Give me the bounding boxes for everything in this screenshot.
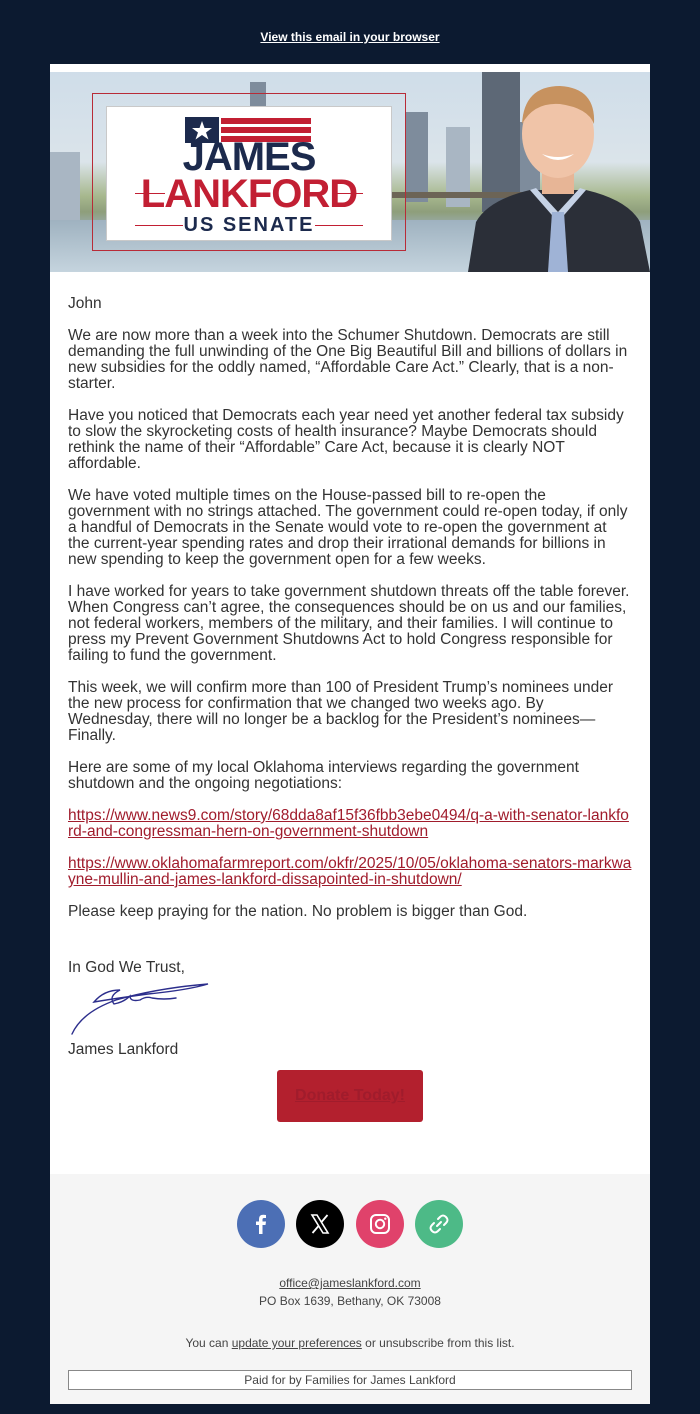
logo-james: JAMES bbox=[182, 135, 316, 179]
logo-lankford: LANKFORD bbox=[140, 172, 358, 216]
link-paragraph bbox=[68, 856, 632, 888]
signer-name: James Lankford bbox=[68, 1041, 179, 1058]
social-links bbox=[50, 1200, 650, 1248]
x-icon bbox=[308, 1212, 332, 1236]
body-paragraph: We have voted multiple times on the House-passed bill to re-open the government with no strings attached. The government could re-open today, if only a handful of Democrats in the Senate would vote to re-open the government at the current-year spending rates and drop their irrational demands for billions in new spending to keep the government open for a few weeks. bbox=[68, 487, 628, 568]
link-icon bbox=[427, 1212, 451, 1236]
instagram-link[interactable] bbox=[356, 1200, 404, 1248]
website-link[interactable] bbox=[415, 1200, 463, 1248]
view-in-browser-link[interactable]: View this email in your browser bbox=[260, 30, 440, 44]
greeting: John bbox=[68, 295, 102, 312]
news9-interview-link[interactable]: https://www.news9.com/story/68dda8af15f36fbb3ebe0494/q-a-with-senator-lankford-and-congressman-hern-on-government-shutdown bbox=[68, 807, 629, 840]
logo-us-senate: US SENATE bbox=[183, 214, 315, 236]
facebook-icon bbox=[249, 1212, 273, 1236]
header-banner bbox=[50, 72, 650, 272]
donate-wrap bbox=[68, 1070, 632, 1122]
email-body bbox=[50, 272, 650, 1122]
top-strip bbox=[50, 64, 650, 72]
update-preferences-link[interactable]: update your preferences bbox=[231, 1336, 362, 1350]
link-paragraph bbox=[68, 808, 632, 840]
office-email-link[interactable]: office@jameslankford.com bbox=[279, 1276, 421, 1290]
facebook-link[interactable] bbox=[237, 1200, 285, 1248]
signature-icon bbox=[68, 978, 218, 1038]
mailing-address: PO Box 1639, Bethany, OK 73008 bbox=[259, 1294, 441, 1308]
email-footer bbox=[50, 1174, 650, 1404]
donate-button[interactable]: Donate Today! bbox=[277, 1070, 423, 1122]
instagram-icon bbox=[368, 1212, 392, 1236]
senator-portrait bbox=[468, 72, 650, 272]
sign-off: In God We Trust, bbox=[68, 959, 185, 976]
body-paragraph: This week, we will confirm more than 100 of President Trump’s nominees under the new process for confirmation that we changed two weeks ago. By Wednesday, there will no longer be a backlog for the President’s nominees—Finally. bbox=[68, 679, 614, 744]
body-paragraph: We are now more than a week into the Schumer Shutdown. Democrats are still demanding the full unwinding of the One Big Beautiful Bill and billions of dollars in new subsidies for the oddly named, “Affordable Care Act.” Clearly, that is a non-starter. bbox=[68, 327, 628, 392]
email-card bbox=[50, 64, 650, 1404]
preheader bbox=[0, 0, 700, 64]
closing-line: Please keep praying for the nation. No problem is bigger than God. bbox=[68, 903, 528, 920]
preferences-line: You can update your preferences or unsubscribe from this list. bbox=[185, 1336, 515, 1350]
paid-for-disclaimer: Paid for by Families for James Lankford bbox=[68, 1370, 632, 1390]
campaign-logo bbox=[106, 106, 392, 241]
farm-report-interview-link[interactable]: https://www.oklahomafarmreport.com/okfr/2025/10/05/oklahoma-senators-markwayne-mullin-and-james-lankford-dissapointed-in-shutdown/ bbox=[68, 855, 632, 888]
x-link[interactable] bbox=[296, 1200, 344, 1248]
body-paragraph: Have you noticed that Democrats each year need yet another federal tax subsidy to slow the skyrocketing costs of health insurance? Maybe Democrats should rethink the name of their “Affordable” Care Act, because it is clearly NOT affordable. bbox=[68, 407, 624, 472]
body-paragraph: Here are some of my local Oklahoma interviews regarding the government shutdown and the ongoing negotiations: bbox=[68, 759, 579, 792]
body-paragraph: I have worked for years to take government shutdown threats off the table forever. When Congress can’t agree, the consequences should be on us and our families, not federal workers, members of the military, and their families. I will continue to press my Prevent Government Shutdowns Act to hold Congress responsible for failing to fund the government. bbox=[68, 583, 630, 664]
